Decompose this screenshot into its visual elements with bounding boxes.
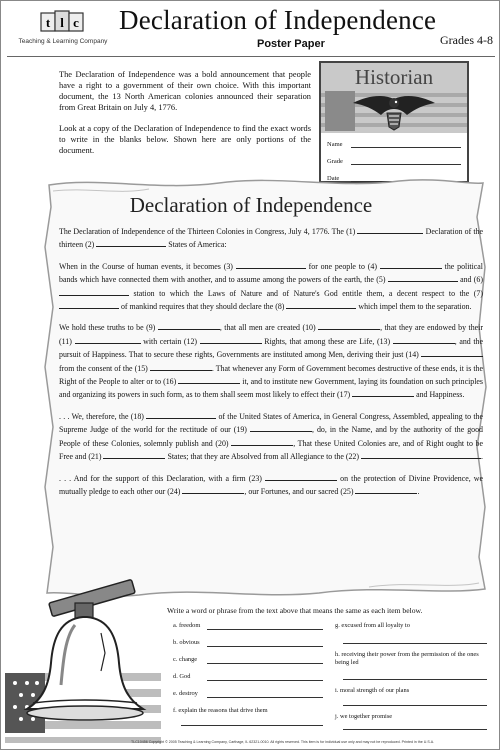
blank-4[interactable]: [380, 260, 442, 269]
eagle-icon: [351, 89, 437, 131]
declaration-paragraph-3: [59, 321, 483, 401]
blank-19[interactable]: [250, 423, 312, 432]
intro-text: [59, 69, 311, 166]
declaration-text: [59, 225, 483, 506]
svg-text:c: c: [73, 15, 79, 30]
blank-1[interactable]: [357, 225, 423, 234]
publisher-name: Teaching & Learning Company: [18, 38, 108, 45]
blank-8[interactable]: [286, 300, 356, 309]
exercise-instruction: Write a word or phrase from the text above that means the same as each item below.: [167, 606, 423, 615]
text-fragment: and (6): [457, 275, 483, 285]
blank-13[interactable]: [393, 335, 455, 344]
text-fragment: station to which the Laws of Nature and of Nature's God entitle them, a decent respect to the (7): [129, 288, 483, 298]
blank-23[interactable]: [265, 472, 337, 481]
text-fragment: the political bands which have connected them with another, and to assume among the powers of the earth, the (5): [59, 261, 483, 285]
text-fragment: and Happiness.: [414, 390, 465, 400]
text-fragment: of mankind requires that they should declare the (8): [119, 302, 287, 312]
exercise-item-g: g. excused from all loyalty to: [335, 622, 410, 629]
exercise-item-j: j. we together promise: [335, 713, 393, 720]
exercise-item-d: d. God: [173, 673, 191, 680]
text-fragment: from the consent of the (15): [59, 363, 150, 373]
historian-box: [319, 61, 469, 183]
svg-text:l: l: [60, 15, 64, 30]
declaration-paragraph-5: [59, 472, 483, 499]
blank-5[interactable]: [388, 273, 458, 282]
exercise-item-h: h. receiving their power from the permission of the ones being led: [335, 651, 479, 666]
blank-12[interactable]: [200, 335, 262, 344]
text-fragment: it, and to institute new Government, laying its foundation on such principles and organizing its powers in such form, as to them shall seem most likely to effect their (17): [59, 377, 483, 400]
copyright-footer: TLC10456 Copyright © 2005 Teaching & Learning Company, Carthage, IL 62321-0010. All rights reserved. This item is for individual use only and may not be reproduced. Printed in the U.S.A.: [131, 740, 435, 744]
publisher-logo: [11, 7, 111, 51]
liberty-bell-icon: [5, 573, 161, 743]
declaration-heading: Declaration of Independence: [129, 193, 373, 217]
text-fragment: . That whenever any Form of Government becomes destructive of these ends, it is the Right of the People to alter or to (16): [59, 363, 483, 387]
text-fragment: , our Fortunes, and our sacred (25): [244, 486, 356, 496]
exercise-item-b: b. obvious: [173, 639, 200, 646]
text-fragment: , that they are endowed by their (11): [59, 323, 483, 346]
grade-label: Grade: [327, 158, 343, 165]
text-fragment: We hold these truths to be (9): [59, 323, 158, 333]
declaration-paragraph-1: [59, 225, 483, 252]
text-fragment: .: [417, 486, 420, 496]
tlc-logo-icon: [39, 9, 85, 35]
exercise-item-f: f. explain the reasons that drive them: [173, 707, 268, 714]
intro-paragraph-2: Look at a copy of the Declaration of Independence to find the exact words to write in the blanks below. Shown here are only portions of the document.: [59, 124, 311, 155]
text-fragment: , do, in the Name, and by the authority of the good People of these Colonies, solemnly publish and (20): [59, 425, 483, 448]
text-fragment: which impel them to the separation.: [356, 302, 472, 312]
intro-paragraph-1: The Declaration of Independence was a bold announcement that people have a right to a government of their own choice. With this important document, the 13 North American colonies announced their separation from Great Britain on July 4, 1776.: [59, 70, 311, 112]
page-title: Declaration of Independence: [119, 5, 437, 35]
text-fragment: on the protection of Divine Providence, we mutually pledge to each other our (24): [59, 473, 483, 496]
answer-field-d[interactable]: [207, 680, 323, 681]
grade-level: Grades 4-8: [440, 33, 493, 47]
blank-14[interactable]: [421, 348, 483, 357]
text-fragment: of the United States of America, in General Congress, Assembled, appealing to the Supreme Judge of the world for the rectitude of our (19): [59, 411, 483, 435]
declaration-paragraph-2: [59, 260, 483, 314]
text-fragment: The Declaration of Independence of the Thirteen Colonies in Congress, July 4, 1776. The (1): [59, 227, 358, 236]
blank-3[interactable]: [236, 260, 306, 269]
date-label: Date: [327, 175, 340, 182]
exercise-item-a: a. freedom: [173, 622, 201, 629]
page-subtitle: Poster Paper: [257, 38, 325, 50]
blank-17[interactable]: [352, 388, 414, 397]
blank-9[interactable]: [158, 321, 220, 330]
text-fragment: with certain (12): [140, 336, 200, 346]
page-header: [7, 5, 495, 57]
historian-banner: [321, 63, 467, 133]
blank-18[interactable]: [146, 410, 216, 419]
text-fragment: Declaration of the thirteen (2): [59, 227, 484, 250]
historian-title: Historian: [354, 65, 434, 89]
answer-field-j[interactable]: [343, 729, 487, 730]
text-fragment: . . . We, therefore, the (18): [59, 411, 147, 421]
exercise-item-i: i. moral strength of our plans: [335, 687, 410, 694]
answer-field-f[interactable]: [181, 725, 323, 726]
exercise-item-c: c. change: [173, 656, 198, 663]
blank-6[interactable]: [59, 287, 129, 296]
exercise-item-e: e. destroy: [173, 690, 198, 697]
declaration-paragraph-4: [59, 410, 483, 464]
blank-11[interactable]: [75, 335, 141, 344]
blank-16[interactable]: [178, 375, 240, 384]
blank-21[interactable]: [103, 450, 165, 459]
answer-field-b[interactable]: [207, 646, 323, 647]
blank-15[interactable]: [150, 362, 212, 371]
blank-7[interactable]: [59, 300, 119, 309]
text-fragment: States; that they are Absolved from all Allegiance to the (22): [165, 452, 361, 462]
text-fragment: , that all men are created (10): [219, 323, 319, 333]
blank-2[interactable]: [96, 238, 166, 247]
text-fragment: . . . And for the support of this Declaration, with a firm (23): [59, 473, 266, 483]
answer-field-g[interactable]: [343, 643, 487, 644]
svg-text:t: t: [45, 15, 51, 30]
answer-field-i[interactable]: [343, 705, 487, 706]
text-fragment: When in the Course of human events, it becomes (3): [59, 261, 236, 271]
name-label: Name: [327, 141, 343, 148]
text-fragment: States of America:: [166, 240, 227, 250]
text-fragment: .: [480, 452, 483, 462]
name-field[interactable]: [351, 147, 461, 148]
answer-field-a[interactable]: [207, 629, 323, 630]
text-fragment: , and the pursuit of Happiness. That to secure these rights, Governments are instituted among Men, deriving their just (14): [59, 336, 484, 360]
text-fragment: , That these United Colonies are, and of Right ought to be Free and (21): [59, 438, 484, 462]
grade-field[interactable]: [351, 164, 461, 165]
blank-20[interactable]: [231, 437, 293, 446]
text-fragment: Rights, that among these are Life, (13): [261, 336, 393, 346]
answer-field-e[interactable]: [207, 697, 323, 698]
blank-10[interactable]: [318, 321, 380, 330]
text-fragment: for one people to (4): [305, 261, 380, 271]
blank-25[interactable]: [355, 485, 420, 496]
blank-22[interactable]: [361, 450, 483, 462]
answer-field-h[interactable]: [343, 679, 487, 680]
blank-24[interactable]: [182, 485, 244, 494]
answer-field-c[interactable]: [207, 663, 323, 664]
